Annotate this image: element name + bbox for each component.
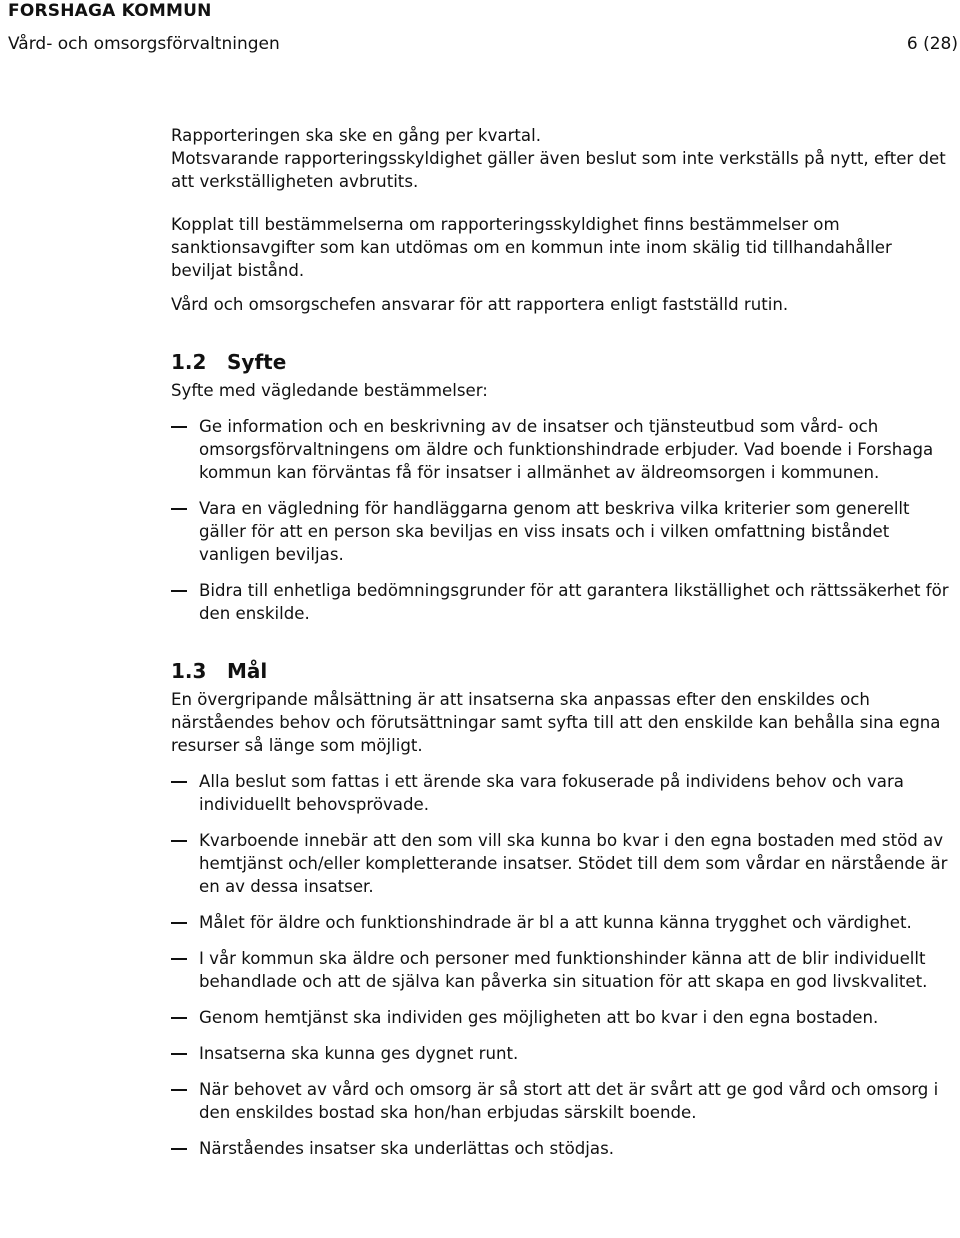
document-body [171,124,956,1160]
dash-bullet-icon [171,508,187,510]
section-title: Syfte [227,350,287,374]
bullet-list-mal [171,770,956,1160]
list-item-text: Närståendes insatser ska underlättas och stödjas. [199,1139,614,1158]
list-item [171,497,956,566]
paragraph: Rapporteringen ska ske en gång per kvartal. [171,126,541,145]
paragraph: Vård och omsorgschefen ansvarar för att rapportera enligt fastställd rutin. [171,295,789,314]
page-header [8,0,958,55]
list-item-text: Kvarboende innebär att den som vill ska kunna bo kvar i den egna bostaden med stöd av hemtjänst och/eller kompletterande insatser. Stödet till dem som vårdar en närstående är en av dessa insatser. [199,831,948,896]
dash-bullet-icon [171,1053,187,1055]
dash-bullet-icon [171,958,187,960]
dash-bullet-icon [171,922,187,924]
list-item-text: Ge information och en beskrivning av de insatser och tjänsteutbud som vård- och omsorgsförvaltningens om äldre och funktionshindrade erbjuder. Vad boende i Forshaga kommun kan förväntas få för insatser i allmänhet av äldreomsorgen i kommunen. [199,417,934,482]
list-item-text: Målet för äldre och funktionshindrade är bl a att kunna känna trygghet och värdighet. [199,913,912,932]
dash-bullet-icon [171,590,187,592]
section-heading-mal [171,658,956,684]
list-item [171,415,956,484]
list-item [171,1042,956,1065]
dash-bullet-icon [171,840,187,842]
section-title: Mål [227,659,268,683]
list-item-text: Alla beslut som fattas i ett ärende ska vara fokuserade på individens behov och vara individuellt behovsprövade. [199,772,904,814]
list-item-text: Genom hemtjänst ska individen ges möjligheten att bo kvar i den egna bostaden. [199,1008,879,1027]
paragraph: Kopplat till bestämmelserna om rapporteringsskyldighet finns bestämmelser om sanktionsavgifter som kan utdömas om en kommun inte inom skälig tid tillhandahåller beviljat bistånd. [171,215,892,280]
dash-bullet-icon [171,781,187,783]
header-row [8,33,958,55]
dash-bullet-icon [171,1148,187,1150]
list-item [171,911,956,934]
list-item [171,1078,956,1124]
paragraph: Motsvarande rapporteringsskyldighet gäller även beslut som inte verkställs på nytt, efter det att verkställigheten avbrutits. [171,149,946,191]
dash-bullet-icon [171,1017,187,1019]
list-item [171,579,956,625]
list-item [171,1006,956,1029]
dash-bullet-icon [171,1089,187,1091]
dash-bullet-icon [171,426,187,428]
section-heading-syfte [171,349,956,375]
bullet-list-syfte [171,415,956,625]
organization-name: FORSHAGA KOMMUN [8,1,212,21]
list-item [171,947,956,993]
department-name: Vård- och omsorgsförvaltningen [8,34,280,54]
list-item-text: Vara en vägledning för handläggarna genom att beskriva vilka kriterier som generellt gäller för att en person ska beviljas en viss insats och i vilken omfattning biståndet vanligen beviljas. [199,499,910,564]
list-item-text: Insatserna ska kunna ges dygnet runt. [199,1044,519,1063]
page-number: 6 (28) [906,34,958,54]
section-lead: En övergripande målsättning är att insatserna ska anpassas efter den enskildes och närståendes behov och förutsättningar samt syfta till att den enskilde kan behålla sina egna resurser så länge som möjligt. [171,690,941,755]
section-number: 1.3 [171,659,207,683]
section-number: 1.2 [171,350,207,374]
list-item-text: Bidra till enhetliga bedömningsgrunder för att garantera likställighet och rättssäkerhet för den enskilde. [199,581,949,623]
list-item-text: I vår kommun ska äldre och personer med funktionshinder känna att de blir individuellt behandlade och att de själva kan påverka sin situation för att skapa en god livskvalitet. [199,949,928,991]
list-item-text: När behovet av vård och omsorg är så stort att det är svårt att ge god vård och omsorg i den enskildes bostad ska hon/han erbjudas särskilt boende. [199,1080,939,1122]
list-item [171,1137,956,1160]
list-item [171,770,956,816]
list-item [171,829,956,898]
section-lead: Syfte med vägledande bestämmelser: [171,381,488,400]
